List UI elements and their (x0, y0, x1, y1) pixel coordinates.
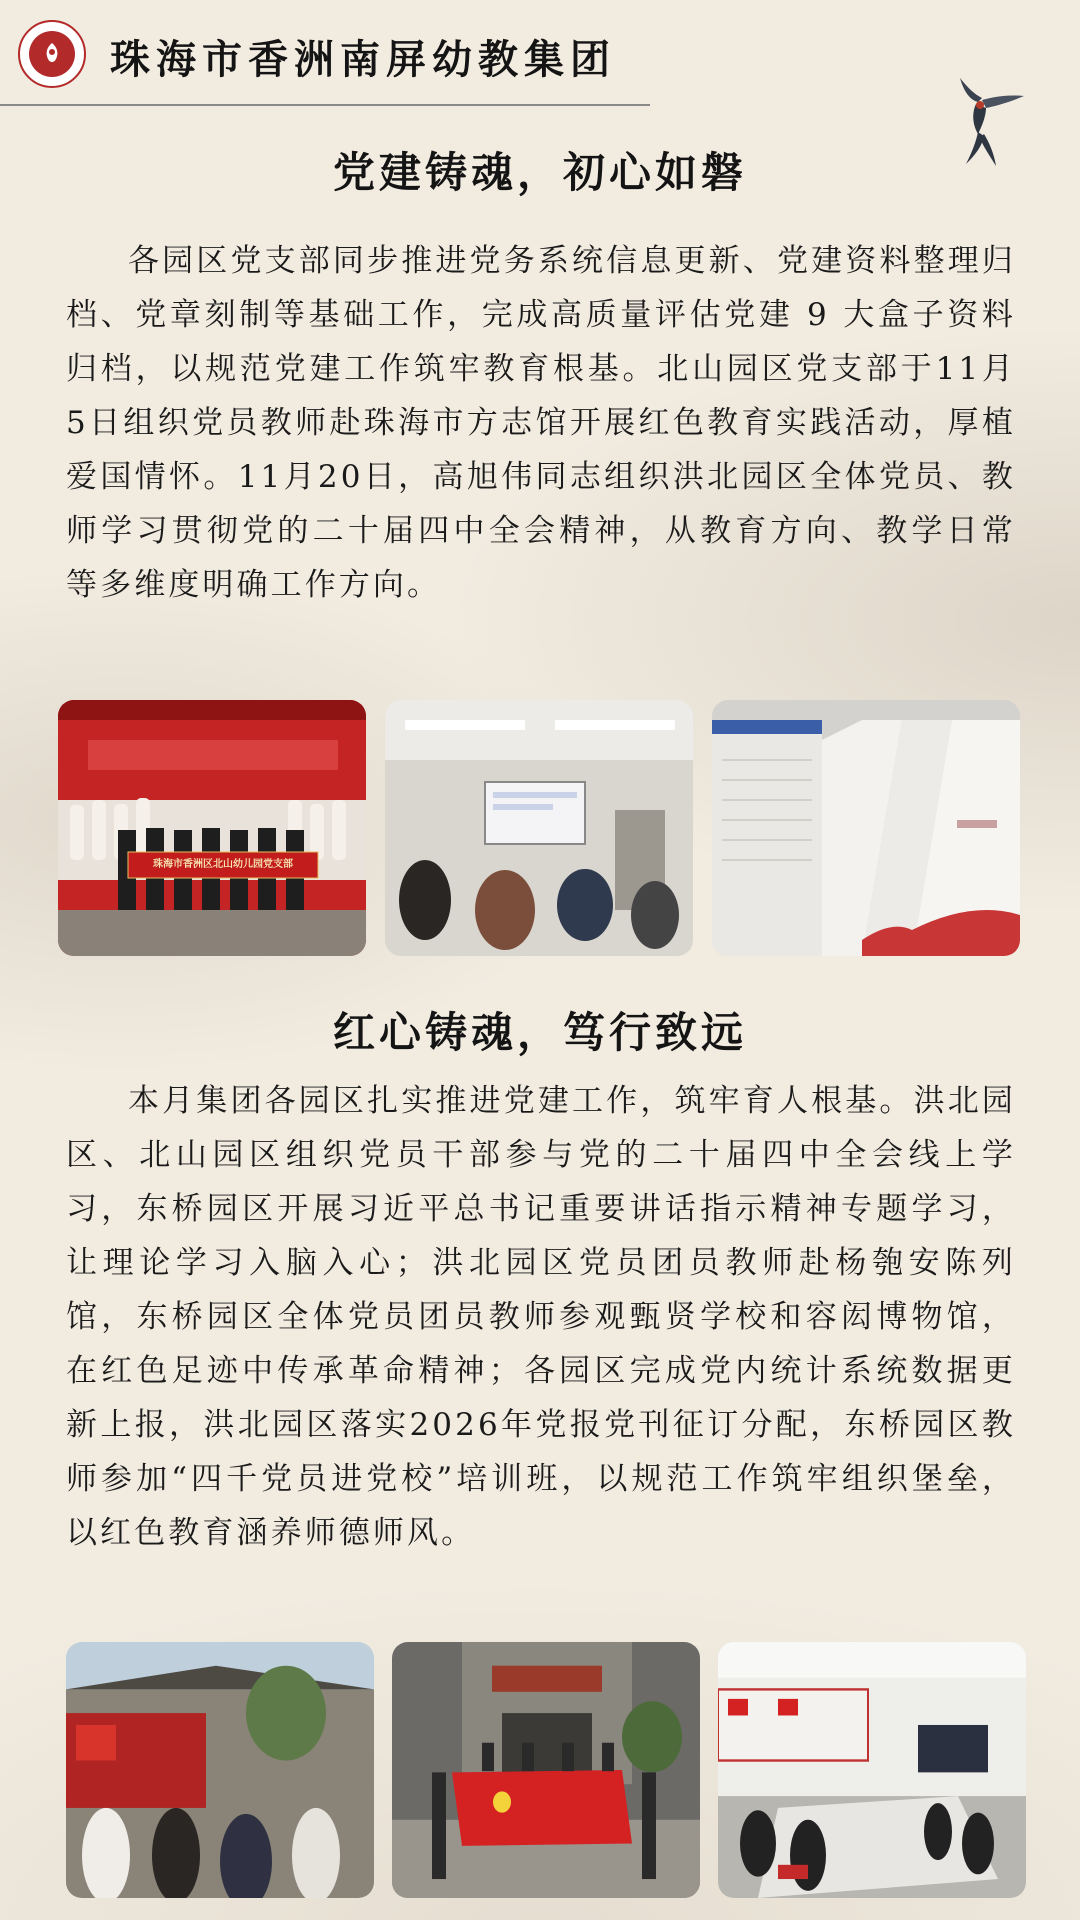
section-paragraph: 本月集团各园区扎实推进党建工作，筑牢育人根基。洪北园区、北山园区组织党员干部参与党的二十届四中全会线上学习，东桥园区开展习近平总书记重要讲话指示精神专题学习，让理论学习入脑入心；洪北园区党员团员教师赴杨匏安陈列馆，东桥园区全体党员团员教师参观甄贤学校和容闳博物馆，在红色足迹中传承革命精神；各园区完成党内统计系统数据更新上报，洪北园区落实2026年党报党刊征订分配，东桥园区教师参加“四千党员进党校”培训班，以规范工作筑牢组织堡垒，以红色教育涵养师德师风。 (66, 1083, 1016, 1551)
photo-courtyard-visit (66, 1642, 374, 1898)
photo-meeting-room (718, 1642, 1026, 1898)
section-title: 红心铸魂，笃行致远 (332, 1008, 747, 1057)
photo-banner-text: 珠海市香洲区北山幼儿园党支部 (153, 859, 293, 870)
header-divider (0, 104, 650, 106)
organization-name: 珠海市香洲南屏幼教集团 (110, 36, 616, 83)
header (0, 0, 1080, 110)
section-title: 党建铸魂，初心如磐 (332, 148, 747, 197)
photo-study-session (385, 700, 693, 956)
photo-memorial-hall-group (58, 700, 366, 956)
photo-flag-group (392, 1642, 700, 1898)
kindergarten-group-emblem-icon (18, 20, 86, 88)
photo-archive-boxes (712, 700, 1020, 956)
section-paragraph: 各园区党支部同步推进党务系统信息更新、党建资料整理归档、党章刻制等基础工作，完成高质量评估党建 9 大盒子资料归档，以规范党建工作筑牢教育根基。北山园区党支部于11月5日组织党员教师赴珠海市方志馆开展红色教育实践活动，厚植爱国情怀。11月20日，高旭伟同志组织洪北园区全体党员、教师学习贯彻党的二十届四中全会精神，从教育方向、教学日常等多维度明确工作方向。 (66, 243, 1016, 603)
